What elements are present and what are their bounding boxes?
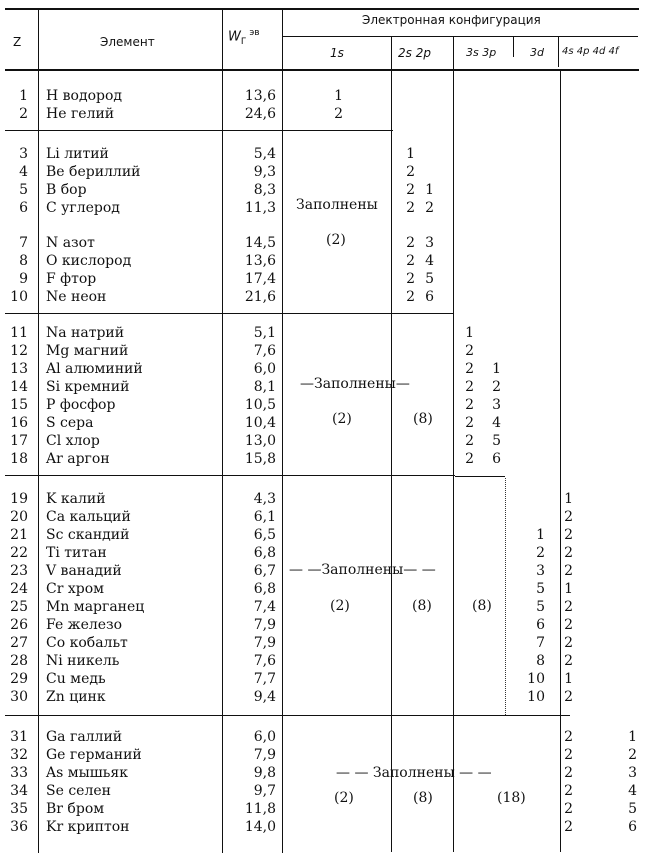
row-27-d3: 7 bbox=[536, 635, 545, 651]
row-10-p2: 6 bbox=[425, 289, 434, 305]
header-config: Электронная конфигурация bbox=[362, 13, 541, 27]
row-14-w: 8,1 bbox=[253, 379, 276, 395]
col-rule-3d bbox=[558, 37, 559, 67]
row-18-s3: 2 bbox=[465, 451, 474, 467]
row-12-el: Mg магний bbox=[46, 343, 129, 359]
row-29-el: Cu медь bbox=[46, 671, 106, 687]
header-bottom-rule bbox=[5, 69, 639, 71]
row-24-s4: 1 bbox=[564, 581, 573, 597]
row-34-z: 34 bbox=[10, 783, 28, 799]
row-24-z: 24 bbox=[10, 581, 28, 597]
row-1-w: 13,6 bbox=[244, 88, 276, 104]
row-16-s3: 2 bbox=[465, 415, 474, 431]
row-28-el: Ni никель bbox=[46, 653, 120, 669]
row-7-p2: 3 bbox=[425, 235, 434, 251]
row-9-s2: 2 bbox=[406, 271, 415, 287]
header-sub-rule bbox=[282, 36, 638, 37]
col-rule-3s3p bbox=[513, 37, 514, 57]
row-32-el: Ge германий bbox=[46, 747, 142, 763]
row-6-w: 11,3 bbox=[244, 200, 276, 216]
group3-filled-note: —Заполнены— bbox=[300, 376, 410, 392]
row-26-el: Fe железо bbox=[46, 617, 123, 633]
group-rule-1 bbox=[5, 130, 393, 131]
row-33-z: 33 bbox=[10, 765, 28, 781]
row-6-z: 6 bbox=[19, 200, 28, 216]
row-27-w: 7,9 bbox=[253, 635, 276, 651]
row-21-el: Sc скандий bbox=[46, 527, 130, 543]
col-rule-element bbox=[222, 8, 223, 853]
row-4-w: 9,3 bbox=[253, 164, 276, 180]
row-2-s1: 2 bbox=[334, 106, 343, 122]
row-22-s4: 2 bbox=[564, 545, 573, 561]
row-25-z: 25 bbox=[10, 599, 28, 615]
row-4-s2: 2 bbox=[406, 164, 415, 180]
header-sub-1s: 1s bbox=[330, 46, 344, 60]
row-3-w: 5,4 bbox=[253, 146, 276, 162]
row-26-z: 26 bbox=[10, 617, 28, 633]
row-19-z: 19 bbox=[10, 491, 28, 507]
top-rule bbox=[5, 8, 639, 10]
group4-count-2s2p: (8) bbox=[412, 598, 432, 614]
row-11-w: 5,1 bbox=[253, 325, 276, 341]
header-energy bbox=[228, 28, 260, 47]
row-7-el: N азот bbox=[46, 235, 95, 251]
col-rule-4 bbox=[560, 70, 561, 852]
row-10-w: 21,6 bbox=[244, 289, 276, 305]
row-33-w: 9,8 bbox=[253, 765, 276, 781]
row-23-d3: 3 bbox=[536, 563, 545, 579]
row-20-w: 6,1 bbox=[253, 509, 276, 525]
row-17-s3: 2 bbox=[465, 433, 474, 449]
group4-filled-note: — —Заполнены— — bbox=[289, 562, 436, 578]
row-4-el: Be бериллий bbox=[46, 164, 141, 180]
header-energy-symbol: W bbox=[228, 29, 241, 45]
row-29-d3: 10 bbox=[527, 671, 545, 687]
group5-count-3d: (18) bbox=[497, 790, 526, 806]
group3-count-2s2p: (8) bbox=[413, 411, 433, 427]
row-36-p4: 6 bbox=[628, 819, 637, 835]
row-28-w: 7,6 bbox=[253, 653, 276, 669]
row-36-z: 36 bbox=[10, 819, 28, 835]
row-9-p2: 5 bbox=[425, 271, 434, 287]
row-35-s4: 2 bbox=[564, 801, 573, 817]
row-26-s4: 2 bbox=[564, 617, 573, 633]
row-15-s3: 2 bbox=[465, 397, 474, 413]
row-7-z: 7 bbox=[19, 235, 28, 251]
row-3-z: 3 bbox=[19, 146, 28, 162]
row-9-el: F фтор bbox=[46, 271, 97, 287]
row-15-el: P фосфор bbox=[46, 397, 116, 413]
row-22-z: 22 bbox=[10, 545, 28, 561]
row-31-w: 6,0 bbox=[253, 729, 276, 745]
row-3-el: Li литий bbox=[46, 146, 109, 162]
row-27-el: Co кобальт bbox=[46, 635, 128, 651]
row-23-z: 23 bbox=[10, 563, 28, 579]
header-energy-unit: эв bbox=[249, 28, 260, 38]
row-5-w: 8,3 bbox=[253, 182, 276, 198]
row-17-z: 17 bbox=[10, 433, 28, 449]
group5-count-1s: (2) bbox=[334, 790, 354, 806]
row-18-el: Ar аргон bbox=[46, 451, 110, 467]
row-18-p3: 6 bbox=[492, 451, 501, 467]
row-9-z: 9 bbox=[19, 271, 28, 287]
row-8-el: O кислород bbox=[46, 253, 132, 269]
row-31-p4: 1 bbox=[628, 729, 637, 745]
row-14-z: 14 bbox=[10, 379, 28, 395]
row-19-w: 4,3 bbox=[253, 491, 276, 507]
row-8-p2: 4 bbox=[425, 253, 434, 269]
row-8-s2: 2 bbox=[406, 253, 415, 269]
row-33-s4: 2 bbox=[564, 765, 573, 781]
row-3-s2: 1 bbox=[406, 146, 415, 162]
row-28-d3: 8 bbox=[536, 653, 545, 669]
header-z: Z bbox=[13, 35, 22, 49]
row-11-s3: 1 bbox=[465, 325, 474, 341]
row-12-w: 7,6 bbox=[253, 343, 276, 359]
row-33-p4: 3 bbox=[628, 765, 637, 781]
group-rule-2 bbox=[5, 313, 454, 314]
row-1-s1: 1 bbox=[334, 88, 343, 104]
group-rule-3b bbox=[455, 476, 505, 477]
row-13-z: 13 bbox=[10, 361, 28, 377]
row-5-z: 5 bbox=[19, 182, 28, 198]
col-rule-2s2p bbox=[453, 37, 454, 852]
row-30-s4: 2 bbox=[564, 689, 573, 705]
header-sub-3d: 3d bbox=[530, 46, 544, 59]
row-33-el: As мышьяк bbox=[46, 765, 128, 781]
row-10-s2: 2 bbox=[406, 289, 415, 305]
row-14-p3: 2 bbox=[492, 379, 501, 395]
row-22-d3: 2 bbox=[536, 545, 545, 561]
row-7-s2: 2 bbox=[406, 235, 415, 251]
row-25-w: 7,4 bbox=[253, 599, 276, 615]
row-2-el: He гелий bbox=[46, 106, 115, 122]
row-20-el: Ca кальций bbox=[46, 509, 131, 525]
row-13-s3: 2 bbox=[465, 361, 474, 377]
row-13-w: 6,0 bbox=[253, 361, 276, 377]
row-21-z: 21 bbox=[10, 527, 28, 543]
group5-filled-note: — — Заполнены — — bbox=[336, 765, 492, 781]
row-18-z: 18 bbox=[10, 451, 28, 467]
header-energy-sub: Г bbox=[240, 36, 247, 47]
row-16-z: 16 bbox=[10, 415, 28, 431]
row-21-w: 6,5 bbox=[253, 527, 276, 543]
row-20-s4: 2 bbox=[564, 509, 573, 525]
row-36-s4: 2 bbox=[564, 819, 573, 835]
col-dots-3p bbox=[505, 478, 506, 715]
row-15-w: 10,5 bbox=[244, 397, 276, 413]
col-rule-z bbox=[38, 8, 39, 853]
row-35-z: 35 bbox=[10, 801, 28, 817]
row-5-s2: 2 bbox=[406, 182, 415, 198]
row-14-s3: 2 bbox=[465, 379, 474, 395]
group4-count-3s3p: (8) bbox=[472, 598, 492, 614]
row-34-el: Se селен bbox=[46, 783, 111, 799]
row-30-d3: 10 bbox=[527, 689, 545, 705]
row-35-el: Br бром bbox=[46, 801, 105, 817]
row-17-w: 13,0 bbox=[244, 433, 276, 449]
row-19-el: K калий bbox=[46, 491, 106, 507]
row-4-z: 4 bbox=[19, 164, 28, 180]
row-6-s2: 2 bbox=[406, 200, 415, 216]
row-11-el: Na натрий bbox=[46, 325, 125, 341]
group2-filled-note: Заполнены bbox=[296, 197, 378, 213]
row-11-z: 11 bbox=[10, 325, 28, 341]
row-21-s4: 2 bbox=[564, 527, 573, 543]
row-8-w: 13,6 bbox=[244, 253, 276, 269]
group-rule-4 bbox=[5, 715, 570, 716]
row-32-p4: 2 bbox=[628, 747, 637, 763]
row-24-d3: 5 bbox=[536, 581, 545, 597]
row-31-s4: 2 bbox=[564, 729, 573, 745]
row-5-p2: 1 bbox=[425, 182, 434, 198]
group4-count-1s: (2) bbox=[330, 598, 350, 614]
col-rule-energy bbox=[282, 8, 283, 853]
row-6-p2: 2 bbox=[425, 200, 434, 216]
row-23-el: V ванадий bbox=[46, 563, 122, 579]
row-18-w: 15,8 bbox=[244, 451, 276, 467]
row-7-w: 14,5 bbox=[244, 235, 276, 251]
header-element: Элемент bbox=[100, 35, 155, 49]
row-1-el: H водород bbox=[46, 88, 123, 104]
row-29-w: 7,7 bbox=[253, 671, 276, 687]
row-31-z: 31 bbox=[10, 729, 28, 745]
row-17-p3: 5 bbox=[492, 433, 501, 449]
row-36-el: Kr криптон bbox=[46, 819, 130, 835]
row-6-el: C углерод bbox=[46, 200, 120, 216]
row-20-z: 20 bbox=[10, 509, 28, 525]
row-2-z: 2 bbox=[19, 106, 28, 122]
row-12-s3: 2 bbox=[465, 343, 474, 359]
row-21-d3: 1 bbox=[536, 527, 545, 543]
row-26-d3: 6 bbox=[536, 617, 545, 633]
row-28-s4: 2 bbox=[564, 653, 573, 669]
row-25-d3: 5 bbox=[536, 599, 545, 615]
row-35-p4: 5 bbox=[628, 801, 637, 817]
row-24-w: 6,8 bbox=[253, 581, 276, 597]
row-27-z: 27 bbox=[10, 635, 28, 651]
row-36-w: 14,0 bbox=[244, 819, 276, 835]
row-31-el: Ga галлий bbox=[46, 729, 123, 745]
row-35-w: 11,8 bbox=[244, 801, 276, 817]
row-29-z: 29 bbox=[10, 671, 28, 687]
row-34-p4: 4 bbox=[628, 783, 637, 799]
row-23-s4: 2 bbox=[564, 563, 573, 579]
row-22-el: Ti титан bbox=[46, 545, 107, 561]
row-12-z: 12 bbox=[10, 343, 28, 359]
row-30-z: 30 bbox=[10, 689, 28, 705]
row-25-s4: 2 bbox=[564, 599, 573, 615]
row-8-z: 8 bbox=[19, 253, 28, 269]
row-16-p3: 4 bbox=[492, 415, 501, 431]
row-15-z: 15 bbox=[10, 397, 28, 413]
row-13-p3: 1 bbox=[492, 361, 501, 377]
header-sub-3s3p: 3s 3p bbox=[466, 46, 497, 59]
row-32-w: 7,9 bbox=[253, 747, 276, 763]
header-sub-2s2p: 2s 2p bbox=[398, 46, 431, 60]
row-28-z: 28 bbox=[10, 653, 28, 669]
row-22-w: 6,8 bbox=[253, 545, 276, 561]
row-9-w: 17,4 bbox=[244, 271, 276, 287]
row-16-el: S сера bbox=[46, 415, 94, 431]
row-29-s4: 1 bbox=[564, 671, 573, 687]
col-rule-1s bbox=[391, 37, 392, 852]
row-15-p3: 3 bbox=[492, 397, 501, 413]
row-10-el: Ne неон bbox=[46, 289, 107, 305]
group5-count-2s2p: (8) bbox=[413, 790, 433, 806]
row-10-z: 10 bbox=[10, 289, 28, 305]
row-26-w: 7,9 bbox=[253, 617, 276, 633]
row-34-s4: 2 bbox=[564, 783, 573, 799]
row-14-el: Si кремний bbox=[46, 379, 130, 395]
row-5-el: B бор bbox=[46, 182, 87, 198]
row-23-w: 6,7 bbox=[253, 563, 276, 579]
row-2-w: 24,6 bbox=[244, 106, 276, 122]
row-30-el: Zn цинк bbox=[46, 689, 106, 705]
group3-count-1s: (2) bbox=[332, 411, 352, 427]
row-16-w: 10,4 bbox=[244, 415, 276, 431]
row-1-z: 1 bbox=[19, 88, 28, 104]
row-32-s4: 2 bbox=[564, 747, 573, 763]
row-32-z: 32 bbox=[10, 747, 28, 763]
row-34-w: 9,7 bbox=[253, 783, 276, 799]
group-rule-3 bbox=[5, 475, 455, 476]
row-17-el: Cl хлор bbox=[46, 433, 100, 449]
row-24-el: Cr хром bbox=[46, 581, 105, 597]
row-13-el: Al алюминий bbox=[46, 361, 143, 377]
row-30-w: 9,4 bbox=[253, 689, 276, 705]
row-19-s4: 1 bbox=[564, 491, 573, 507]
row-27-s4: 2 bbox=[564, 635, 573, 651]
group2-count-1s: (2) bbox=[326, 232, 346, 248]
header-sub-4: 4s 4p 4d 4f bbox=[562, 46, 619, 57]
row-25-el: Mn марганец bbox=[46, 599, 145, 615]
